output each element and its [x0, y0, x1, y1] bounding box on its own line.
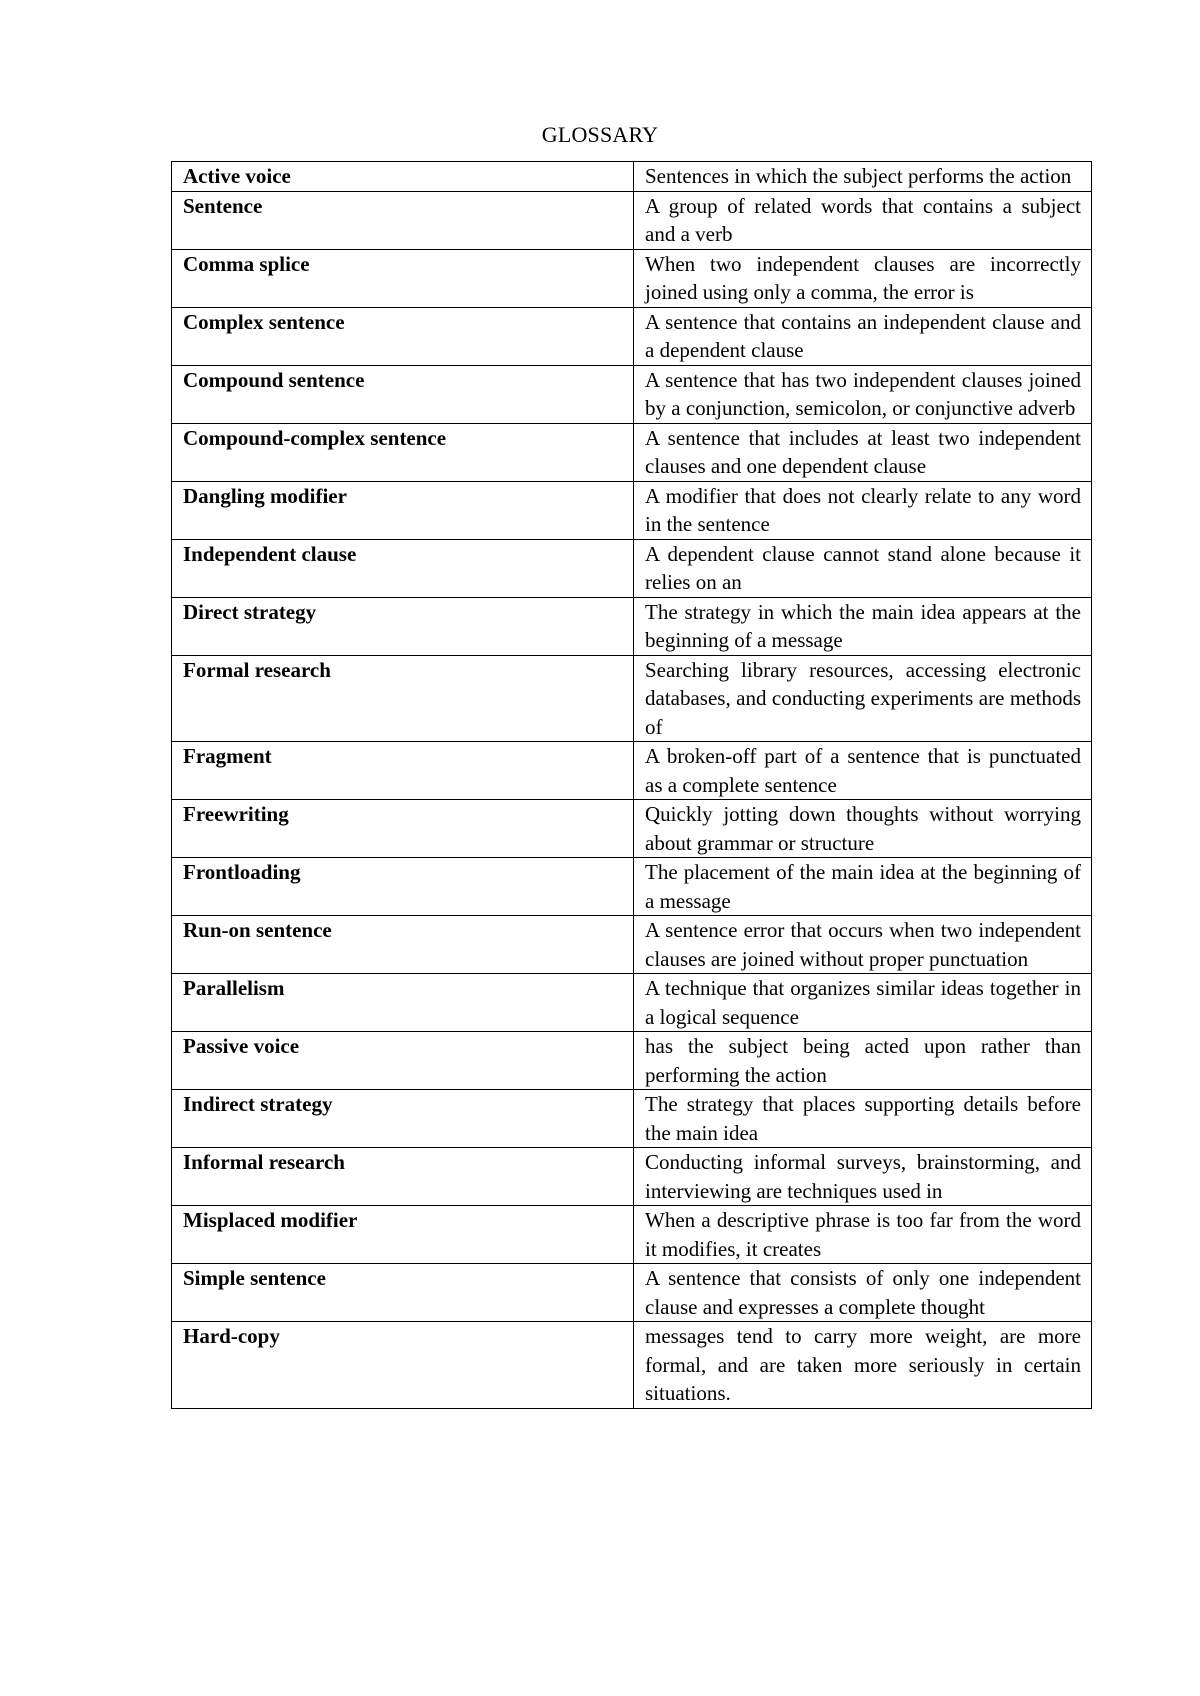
glossary-definition: Searching library resources, accessing electronic databases, and conducting experiments are methods of — [634, 655, 1092, 742]
table-row — [172, 1090, 1092, 1148]
glossary-table-body — [172, 162, 1092, 1409]
page-title: GLOSSARY — [541, 122, 659, 147]
table-row — [172, 742, 1092, 800]
table-row — [172, 249, 1092, 307]
table-row — [172, 597, 1092, 655]
table-row — [172, 1032, 1092, 1090]
glossary-term: Dangling modifier — [172, 481, 634, 539]
glossary-definition: Conducting informal surveys, brainstorming, and interviewing are techniques used in — [634, 1148, 1092, 1206]
table-row — [172, 307, 1092, 365]
glossary-term: Hard-copy — [172, 1322, 634, 1409]
glossary-definition: The placement of the main idea at the beginning of a message — [634, 858, 1092, 916]
table-row — [172, 423, 1092, 481]
glossary-table — [171, 161, 1092, 1409]
glossary-definition: A technique that organizes similar ideas together in a logical sequence — [634, 974, 1092, 1032]
table-row — [172, 365, 1092, 423]
glossary-term: Comma splice — [172, 249, 634, 307]
glossary-term: Freewriting — [172, 800, 634, 858]
glossary-term: Informal research — [172, 1148, 634, 1206]
table-row — [172, 1206, 1092, 1264]
table-row — [172, 1148, 1092, 1206]
glossary-term: Fragment — [172, 742, 634, 800]
table-row — [172, 974, 1092, 1032]
glossary-definition: A sentence that includes at least two independent clauses and one dependent clause — [634, 423, 1092, 481]
glossary-term: Simple sentence — [172, 1264, 634, 1322]
glossary-definition: A sentence that has two independent clauses joined by a conjunction, semicolon, or conjunctive adverb — [634, 365, 1092, 423]
glossary-definition: has the subject being acted upon rather than performing the action — [634, 1032, 1092, 1090]
table-row — [172, 1322, 1092, 1409]
glossary-definition: A broken-off part of a sentence that is punctuated as a complete sentence — [634, 742, 1092, 800]
glossary-definition: Quickly jotting down thoughts without worrying about grammar or structure — [634, 800, 1092, 858]
glossary-definition: Sentences in which the subject performs the action — [634, 162, 1092, 192]
glossary-term: Compound sentence — [172, 365, 634, 423]
glossary-term: Active voice — [172, 162, 634, 192]
glossary-definition: The strategy that places supporting details before the main idea — [634, 1090, 1092, 1148]
glossary-definition: When two independent clauses are incorrectly joined using only a comma, the error is — [634, 249, 1092, 307]
glossary-definition: A sentence error that occurs when two independent clauses are joined without proper punctuation — [634, 916, 1092, 974]
glossary-term: Run-on sentence — [172, 916, 634, 974]
glossary-term: Compound-complex sentence — [172, 423, 634, 481]
glossary-definition: A dependent clause cannot stand alone because it relies on an — [634, 539, 1092, 597]
table-row — [172, 1264, 1092, 1322]
glossary-term: Passive voice — [172, 1032, 634, 1090]
glossary-term: Formal research — [172, 655, 634, 742]
table-row — [172, 916, 1092, 974]
glossary-term: Sentence — [172, 191, 634, 249]
glossary-definition: messages tend to carry more weight, are more formal, and are taken more seriously in certain situations. — [634, 1322, 1092, 1409]
glossary-term: Independent clause — [172, 539, 634, 597]
glossary-definition: The strategy in which the main idea appears at the beginning of a message — [634, 597, 1092, 655]
glossary-term: Direct strategy — [172, 597, 634, 655]
table-row — [172, 800, 1092, 858]
glossary-definition: A modifier that does not clearly relate to any word in the sentence — [634, 481, 1092, 539]
glossary-term: Indirect strategy — [172, 1090, 634, 1148]
glossary-definition: A group of related words that contains a subject and a verb — [634, 191, 1092, 249]
table-row — [172, 655, 1092, 742]
table-row — [172, 481, 1092, 539]
glossary-term: Frontloading — [172, 858, 634, 916]
glossary-definition: When a descriptive phrase is too far from the word it modifies, it creates — [634, 1206, 1092, 1264]
glossary-term: Parallelism — [172, 974, 634, 1032]
table-row — [172, 162, 1092, 192]
table-row — [172, 539, 1092, 597]
glossary-term: Misplaced modifier — [172, 1206, 634, 1264]
table-row — [172, 191, 1092, 249]
glossary-definition: A sentence that contains an independent clause and a dependent clause — [634, 307, 1092, 365]
glossary-definition: A sentence that consists of only one independent clause and expresses a complete thought — [634, 1264, 1092, 1322]
table-row — [172, 858, 1092, 916]
glossary-term: Complex sentence — [172, 307, 634, 365]
